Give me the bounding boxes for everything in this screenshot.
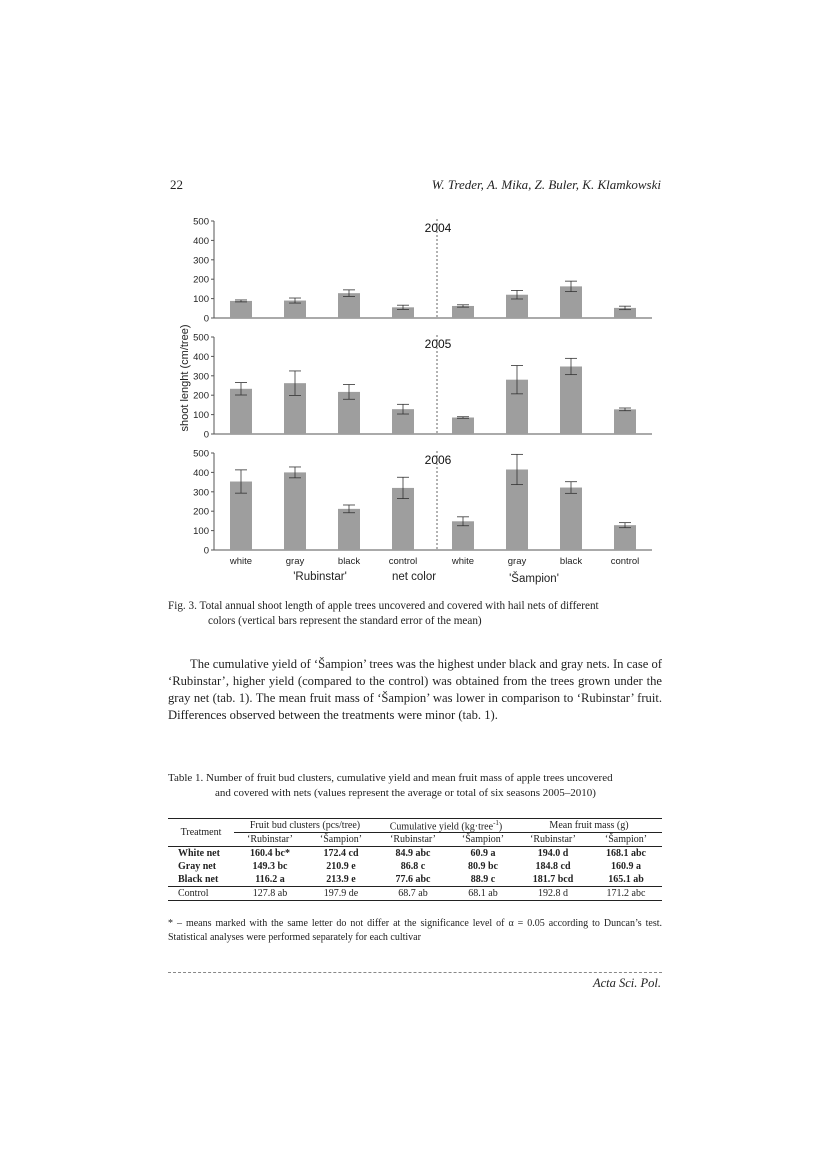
table-cell: 86.8 c xyxy=(400,861,426,873)
x-group-label-rubinstar: 'Rubinstar' xyxy=(293,571,347,583)
table-cell: 88.9 c xyxy=(470,874,496,886)
table-cell: 68.7 ab xyxy=(376,887,450,901)
table-subheader: ‘Rubinstar’ xyxy=(234,833,306,847)
table-header-treatment: Treatment xyxy=(168,819,234,847)
bar xyxy=(230,301,252,318)
page-number: 22 xyxy=(170,177,183,192)
table-cell: 184.8 cd xyxy=(535,861,571,873)
panel-year-label: 2005 xyxy=(424,337,452,351)
table-cell: 68.1 ab xyxy=(450,887,516,901)
results-table xyxy=(168,818,662,901)
footer-divider xyxy=(168,972,662,973)
bar xyxy=(560,488,582,550)
table-cell: 149.3 bc xyxy=(252,861,288,873)
table-cell: 77.6 abc xyxy=(395,874,431,886)
running-header-authors: W. Treder, A. Mika, Z. Buler, K. Klamkowski xyxy=(431,177,661,192)
table-cell: 181.7 bcd xyxy=(532,874,574,886)
y-tick-label: 500 xyxy=(193,448,209,460)
bar xyxy=(338,509,360,550)
table-cell: 192.8 d xyxy=(516,887,590,901)
figure-caption xyxy=(168,599,662,629)
y-tick-label: 400 xyxy=(193,235,209,247)
table-cell: 194.0 d xyxy=(537,848,569,860)
table-header-bud-clusters: Fruit bud clusters (pcs/tree) xyxy=(234,819,376,833)
table-caption-line1: Table 1. Number of fruit bud clusters, cumulative yield and mean fruit mass of apple trees uncovered xyxy=(168,772,613,784)
x-group-label-net-color: net color xyxy=(391,571,437,583)
x-tick-label: black xyxy=(337,556,361,567)
y-tick-label: 500 xyxy=(193,216,209,228)
y-tick-label: 200 xyxy=(193,390,209,402)
table-cell: 210.9 e xyxy=(326,861,356,873)
y-tick-label: 500 xyxy=(193,332,209,344)
x-tick-label: black xyxy=(559,556,583,567)
x-tick-label: control xyxy=(610,556,640,567)
y-tick-label: 100 xyxy=(193,294,209,306)
table-cell: 197.9 de xyxy=(306,887,376,901)
table-cell: 160.9 a xyxy=(611,861,641,873)
figure-caption-line1: Total annual shoot length of apple trees uncovered and covered with hail nets of different xyxy=(199,600,599,612)
x-group-label-sampion: 'Šampion' xyxy=(509,573,559,585)
table-cell: 165.1 ab xyxy=(608,874,644,886)
y-tick-label: 0 xyxy=(203,429,209,441)
bar xyxy=(452,306,474,318)
y-tick-label: 300 xyxy=(193,255,209,267)
bar xyxy=(452,418,474,434)
table-row-label: White net xyxy=(178,848,220,860)
table-subheader: ‘Rubinstar’ xyxy=(376,833,450,847)
table-cell: 213.9 e xyxy=(326,874,356,886)
panel-year-label: 2004 xyxy=(424,221,452,235)
table-header-mean-fruit-mass: Mean fruit mass (g) xyxy=(516,819,662,833)
table-cell: 116.2 a xyxy=(255,874,285,886)
table-subheader: ‘Rubinstar’ xyxy=(516,833,590,847)
body-paragraph: The cumulative yield of ‘Šampion’ trees was the highest under black and gray nets. In case of ‘Rubinstar’, higher yield (compared to the control) was obtained from the trees grown under the gray net (tab. 1). The mean fruit mass of ‘Šampion’ was lower in comparison to ‘Rubinstar’ fruit. Differences observed between the treatments were minor (tab. 1). xyxy=(168,657,662,722)
bar xyxy=(614,409,636,434)
table-footnote: * – means marked with the same letter do not differ at the significance level of α = 0.05 according to Duncan’s test. Statistical analyses were performed separately for each cultivar xyxy=(168,918,662,943)
y-tick-label: 200 xyxy=(193,274,209,286)
bar xyxy=(230,389,252,434)
table-cell: 80.9 bc xyxy=(468,861,498,873)
x-tick-label: white xyxy=(451,556,475,567)
y-tick-label: 0 xyxy=(203,313,209,325)
table-cell: 127.8 ab xyxy=(234,887,306,901)
table-row xyxy=(168,860,662,873)
y-tick-label: 300 xyxy=(193,487,209,499)
bar xyxy=(284,472,306,550)
x-tick-label: gray xyxy=(507,556,527,567)
x-tick-label: control xyxy=(388,556,418,567)
y-tick-label: 200 xyxy=(193,506,209,518)
y-tick-label: 400 xyxy=(193,351,209,363)
table-subheader: ‘Šampion’ xyxy=(450,833,516,847)
table-cell: 160.4 bc* xyxy=(250,848,290,860)
table-row xyxy=(168,847,662,861)
table-cell: 84.9 abc xyxy=(395,848,431,860)
bar xyxy=(614,525,636,550)
journal-name: Acta Sci. Pol. xyxy=(592,976,661,990)
table-cell: 60.9 a xyxy=(470,848,496,860)
table-row-label: Control xyxy=(168,887,234,901)
x-tick-label: gray xyxy=(285,556,305,567)
table-row xyxy=(168,887,662,901)
table-row-label: Gray net xyxy=(178,861,217,873)
bar xyxy=(338,293,360,318)
table-cell: 172.4 cd xyxy=(323,848,359,860)
table-subheader: ‘Šampion’ xyxy=(590,833,662,847)
y-tick-label: 300 xyxy=(193,371,209,383)
x-tick-label: white xyxy=(229,556,253,567)
table-row-label: Black net xyxy=(178,874,219,886)
figure-caption-line2: colors (vertical bars represent the standard error of the mean) xyxy=(208,615,482,627)
y-tick-label: 0 xyxy=(203,545,209,557)
y-tick-label: 100 xyxy=(193,526,209,538)
table-header-cumulative-yield: Cumulative yield (kg·tree$^{-1}$) xyxy=(376,819,516,833)
panel-year-label: 2006 xyxy=(424,453,452,467)
table-cell: 171.2 abc xyxy=(590,887,662,901)
shoot-length-chart xyxy=(168,212,668,592)
y-tick-label: 400 xyxy=(193,467,209,479)
table-cell: 168.1 abc xyxy=(606,848,646,860)
table-row xyxy=(168,873,662,887)
table-caption xyxy=(168,771,662,801)
figure-caption-label: Fig. 3. xyxy=(168,600,197,612)
bar xyxy=(560,366,582,434)
y-axis-label: shoot lenght (cm/tree) xyxy=(179,324,191,432)
table-subheader: ‘Šampion’ xyxy=(306,833,376,847)
table-caption-line2: and covered with nets (values represent the average or total of six seasons 2005–2010) xyxy=(215,787,596,799)
y-tick-label: 100 xyxy=(193,410,209,422)
